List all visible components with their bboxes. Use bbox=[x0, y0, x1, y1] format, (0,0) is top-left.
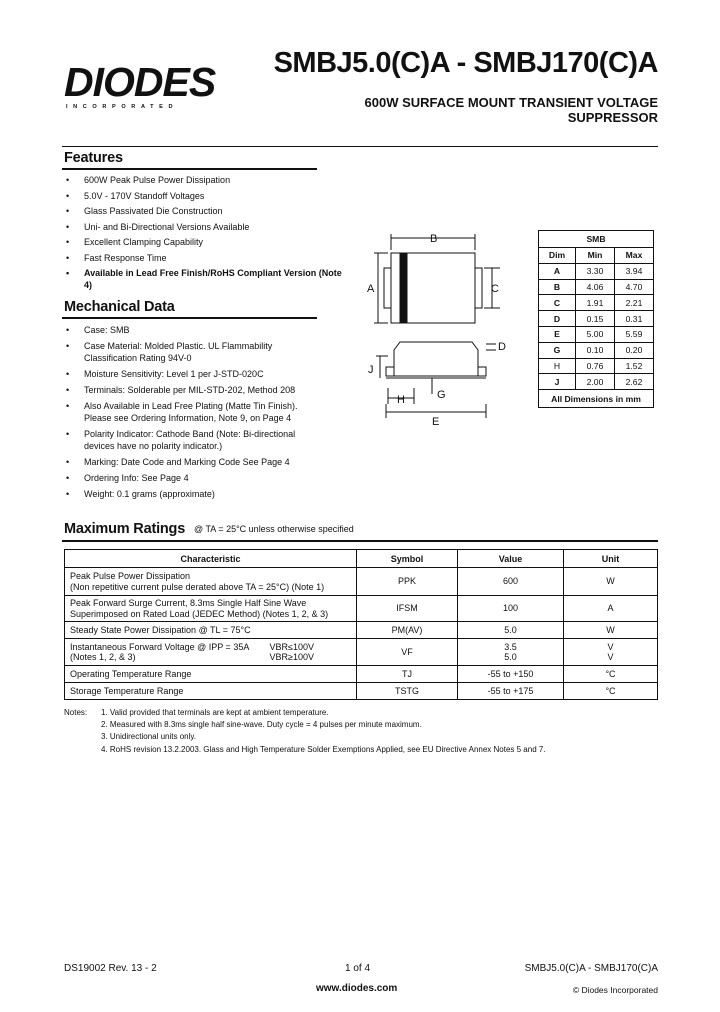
left-lead bbox=[384, 268, 391, 308]
dim-label-d: D bbox=[498, 341, 506, 353]
table-cell: B bbox=[539, 279, 576, 295]
list-item: • Terminals: Solderable per MIL-STD-202, Method 208 bbox=[66, 385, 321, 397]
list-item: • Weight: 0.1 grams (approximate) bbox=[66, 489, 321, 501]
table-row bbox=[539, 279, 654, 295]
list-item: • Glass Passivated Die Construction bbox=[66, 204, 346, 220]
dim-label-g: G bbox=[437, 389, 446, 401]
table-row bbox=[539, 311, 654, 327]
dim-label-e: E bbox=[432, 416, 440, 428]
note-item: 3. Unidirectional units only. bbox=[101, 732, 197, 742]
list-item: • Uni- and Bi-Directional Versions Available bbox=[66, 220, 346, 236]
max-ratings-table bbox=[64, 549, 658, 700]
list-item: • Marking: Date Code and Marking Code See Page 4 bbox=[66, 457, 321, 469]
footer-part-number: SMBJ5.0(C)A - SMBJ170(C)A bbox=[524, 963, 658, 974]
table-cell: 5.59 bbox=[615, 326, 654, 342]
table-cell: 0.31 bbox=[615, 311, 654, 327]
table-cell: VF bbox=[357, 639, 458, 666]
table-row bbox=[65, 683, 658, 700]
table-cell: 5.00 bbox=[576, 326, 615, 342]
table-cell: -55 to +150 bbox=[458, 666, 564, 683]
subtitle-line-2: SUPPRESSOR bbox=[567, 110, 658, 125]
side-view-lead-left bbox=[386, 367, 394, 376]
table-cell: 2.21 bbox=[615, 295, 654, 311]
table-cell: 4.06 bbox=[576, 279, 615, 295]
characteristic-line: Peak Forward Surge Current, 8.3ms Single Half Sine Wave bbox=[70, 598, 307, 608]
table-row bbox=[65, 596, 658, 622]
max-ratings-heading: Maximum Ratings bbox=[64, 521, 186, 537]
smb-package-diagram bbox=[360, 228, 510, 428]
condition-text: VBR≥100V bbox=[269, 652, 314, 662]
table-cell: 0.76 bbox=[576, 358, 615, 374]
value-line: 5.0 bbox=[504, 652, 517, 662]
characteristic-text: (Notes 1, 2, & 3) bbox=[70, 652, 136, 662]
footer-doc-id: DS19002 Rev. 13 - 2 bbox=[64, 963, 157, 974]
list-item: • Moisture Sensitivity: Level 1 per J-STD-020C bbox=[66, 369, 321, 381]
table-row bbox=[539, 342, 654, 358]
divider bbox=[62, 146, 658, 147]
table-cell: 2.00 bbox=[576, 374, 615, 390]
document-subtitle bbox=[258, 95, 658, 125]
note-item: 2. Measured with 8.3ms single half sine-wave. Duty cycle = 4 pulses per minute maximum. bbox=[101, 720, 422, 730]
table-row bbox=[65, 666, 658, 683]
table-row bbox=[539, 295, 654, 311]
features-heading: Features bbox=[64, 150, 123, 166]
list-item: • Also Available in Lead Free Plating (Matte Tin Finish). Please see Ordering Information, Note 9, on Page 4 bbox=[66, 401, 321, 424]
footer-copyright: © Diodes Incorporated bbox=[572, 985, 658, 995]
table-cell: G bbox=[539, 342, 576, 358]
table-cell: Steady State Power Dissipation @ TL = 75°C bbox=[65, 622, 357, 639]
table-cell bbox=[65, 639, 357, 666]
logo-subtitle: INCORPORATED bbox=[66, 104, 179, 110]
characteristic-line bbox=[70, 642, 356, 653]
table-cell: -55 to +175 bbox=[458, 683, 564, 700]
footer-url-link[interactable]: www.diodes.com bbox=[316, 983, 398, 994]
table-cell: E bbox=[539, 326, 576, 342]
table-cell: °C bbox=[564, 683, 658, 700]
condition-text: VBR≤100V bbox=[269, 641, 314, 652]
table-row bbox=[539, 326, 654, 342]
table-cell: D bbox=[539, 311, 576, 327]
right-lead bbox=[475, 268, 482, 308]
table-cell: C bbox=[539, 295, 576, 311]
table-row bbox=[539, 358, 654, 374]
table-cell: W bbox=[564, 568, 658, 596]
table-cell bbox=[65, 568, 357, 596]
table-header: Min bbox=[576, 248, 615, 264]
characteristic-line: (Non repetitive current pulse derated above TA = 25°C) (Note 1) bbox=[70, 581, 325, 592]
table-title: SMB bbox=[539, 231, 654, 248]
table-cell: A bbox=[564, 596, 658, 622]
mechanical-list bbox=[66, 325, 321, 505]
smb-dimensions-table bbox=[538, 230, 654, 408]
table-row bbox=[539, 374, 654, 390]
table-cell: 3.30 bbox=[576, 263, 615, 279]
table-footer: All Dimensions in mm bbox=[539, 390, 654, 408]
max-ratings-underline bbox=[62, 540, 658, 542]
side-view-body bbox=[394, 342, 478, 376]
table-cell: H bbox=[539, 358, 576, 374]
dim-label-a: A bbox=[367, 283, 375, 295]
characteristic-line: Peak Pulse Power Dissipation bbox=[70, 571, 191, 581]
cathode-band bbox=[400, 253, 407, 323]
table-header: Unit bbox=[564, 550, 658, 568]
table-cell: 0.10 bbox=[576, 342, 615, 358]
unit-line: V bbox=[607, 641, 614, 652]
table-cell: IFSM bbox=[357, 596, 458, 622]
table-cell: J bbox=[539, 374, 576, 390]
table-header: Symbol bbox=[357, 550, 458, 568]
table-cell bbox=[564, 639, 658, 666]
list-item: • Fast Response Time bbox=[66, 251, 346, 267]
list-item: • Ordering Info: See Page 4 bbox=[66, 473, 321, 485]
value-line: 3.5 bbox=[504, 641, 517, 652]
table-cell: PPK bbox=[357, 568, 458, 596]
table-cell: PM(AV) bbox=[357, 622, 458, 639]
table-header: Value bbox=[458, 550, 564, 568]
note-item: 1. Valid provided that terminals are kept at ambient temperature. bbox=[101, 708, 329, 717]
table-cell bbox=[458, 639, 564, 666]
list-item: • Available in Lead Free Finish/RoHS Compliant Version (Note 4) bbox=[66, 267, 346, 292]
table-cell: 5.0 bbox=[458, 622, 564, 639]
features-list bbox=[66, 173, 346, 291]
dim-label-h: H bbox=[397, 394, 405, 406]
notes-label: Notes: bbox=[64, 708, 88, 717]
max-ratings-condition: @ TA = 25°C unless otherwise specified bbox=[194, 524, 354, 534]
table-row bbox=[65, 639, 658, 666]
list-item: • 600W Peak Pulse Power Dissipation bbox=[66, 173, 346, 189]
table-cell: W bbox=[564, 622, 658, 639]
characteristic-line: Superimposed on Rated Load (JEDEC Method) (Notes 1, 2, & 3) bbox=[70, 608, 329, 619]
table-cell: TJ bbox=[357, 666, 458, 683]
list-item: • Case: SMB bbox=[66, 325, 321, 337]
note-item: 4. RoHS revision 13.2.2003. Glass and High Temperature Solder Exemptions Applied, see EU Directive Annex Notes 5 and 7. bbox=[101, 744, 546, 754]
list-item: • 5.0V - 170V Standoff Voltages bbox=[66, 189, 346, 205]
table-cell: 1.52 bbox=[615, 358, 654, 374]
table-cell: 2.62 bbox=[615, 374, 654, 390]
table-cell: 0.15 bbox=[576, 311, 615, 327]
table-header: Max bbox=[615, 248, 654, 264]
dim-label-c: C bbox=[491, 283, 499, 295]
table-cell: 1.91 bbox=[576, 295, 615, 311]
table-cell: A bbox=[539, 263, 576, 279]
dim-label-j: J bbox=[368, 364, 374, 376]
table-cell: TSTG bbox=[357, 683, 458, 700]
notes-list bbox=[101, 707, 661, 756]
features-underline bbox=[62, 168, 317, 170]
table-row bbox=[65, 622, 658, 639]
table-cell: Storage Temperature Range bbox=[65, 683, 357, 700]
table-cell: Operating Temperature Range bbox=[65, 666, 357, 683]
characteristic-line bbox=[70, 652, 356, 663]
table-cell bbox=[65, 596, 357, 622]
table-header: Characteristic bbox=[65, 550, 357, 568]
dim-label-b: B bbox=[430, 233, 438, 245]
side-view-lead-right bbox=[478, 367, 486, 376]
table-row bbox=[65, 568, 658, 596]
table-header: Dim bbox=[539, 248, 576, 264]
document-title: SMBJ5.0(C)A - SMBJ170(C)A bbox=[273, 47, 658, 79]
unit-line: V bbox=[607, 652, 614, 662]
table-cell: °C bbox=[564, 666, 658, 683]
table-cell: 4.70 bbox=[615, 279, 654, 295]
footer-page-number: 1 of 4 bbox=[345, 963, 371, 974]
list-item: • Case Material: Molded Plastic. UL Flammability Classification Rating 94V-0 bbox=[66, 341, 321, 364]
mechanical-underline bbox=[62, 317, 317, 319]
list-item: • Polarity Indicator: Cathode Band (Note: Bi-directional devices have no polarity indicator.) bbox=[66, 429, 321, 452]
subtitle-line-1: 600W SURFACE MOUNT TRANSIENT VOLTAGE bbox=[364, 95, 658, 110]
table-cell: 0.20 bbox=[615, 342, 654, 358]
table-cell: 600 bbox=[458, 568, 564, 596]
list-item: • Excellent Clamping Capability bbox=[66, 235, 346, 251]
table-cell: 100 bbox=[458, 596, 564, 622]
mechanical-heading: Mechanical Data bbox=[64, 299, 175, 315]
table-cell: 3.94 bbox=[615, 263, 654, 279]
diodes-logo: DIODES bbox=[64, 59, 216, 105]
table-row bbox=[539, 263, 654, 279]
characteristic-text: Instantaneous Forward Voltage @ IPP = 35A bbox=[70, 641, 250, 652]
